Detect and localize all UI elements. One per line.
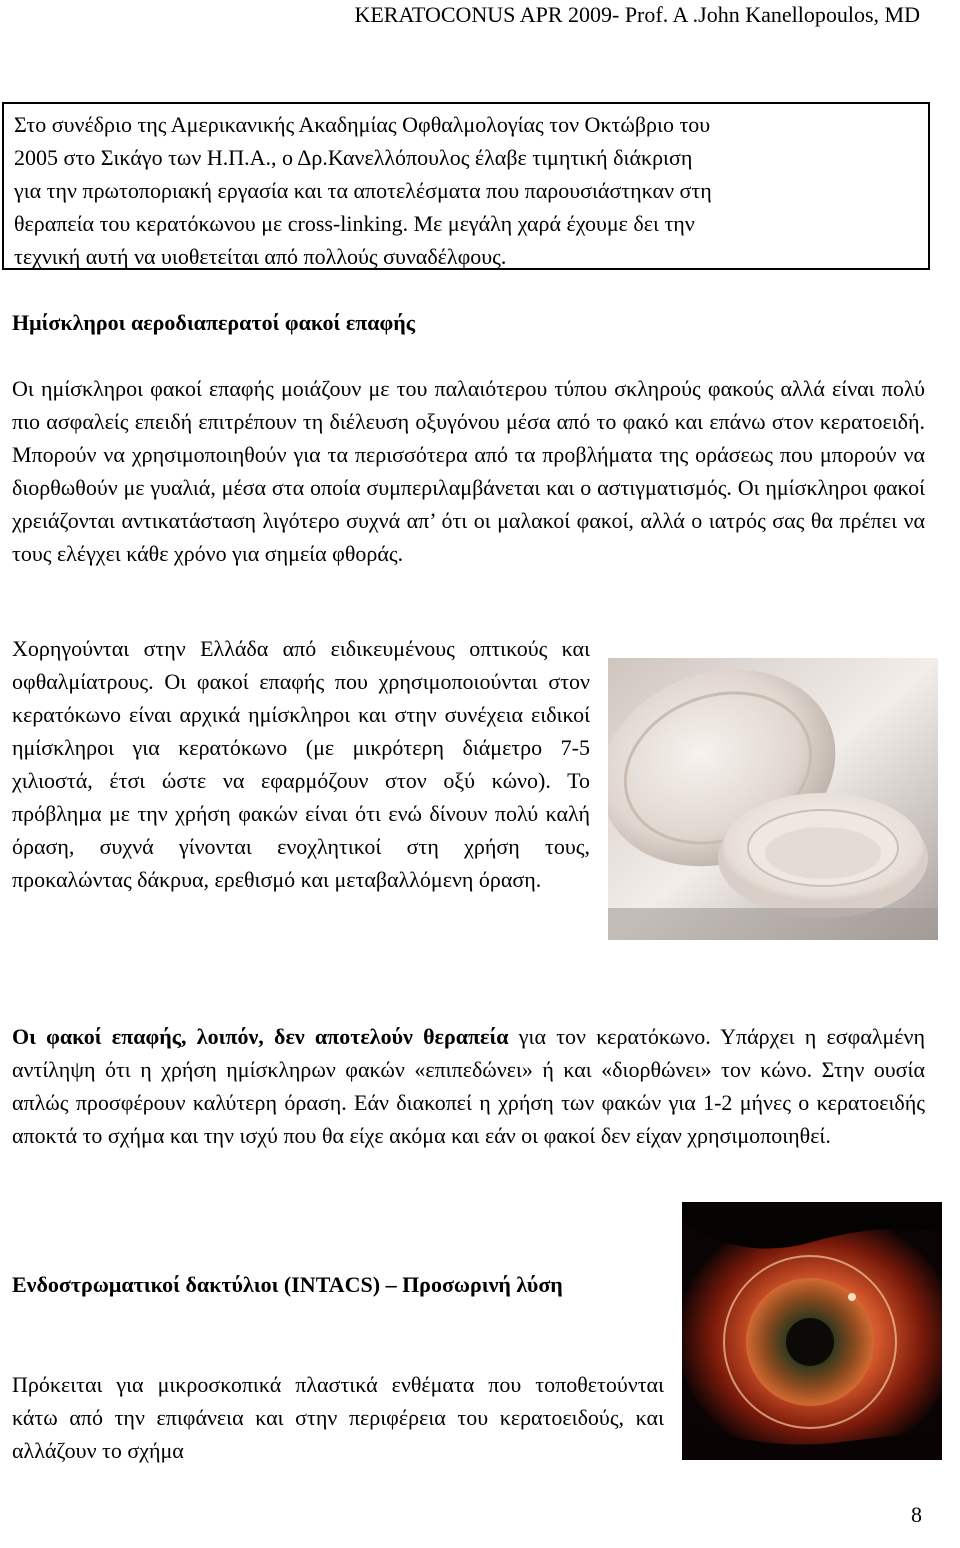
box-line: 2005 στο Σικάγο των Η.Π.Α., ο Δρ.Κανελλόπουλος έλαβε τιμητική διάκριση [14,145,693,170]
running-header: KERATOCONUS APR 2009- Prof. A .John Kanellopoulos, MD [354,2,920,27]
box-line: θεραπεία του κερατόκωνου με cross-linking. Με μεγάλη χαρά έχουμε δει την [14,211,695,236]
paragraph-not-a-therapy-rest: για τον κερατόκωνο. Υπάρχει η εσφαλμένη αντίληψη ότι η χρήση ημίσκληρων φακών «επιπεδώνει» ή και «διορθώνει» τον κώνο. Στην ουσία απλώς προσφέρουν καλύτερη όραση. Εάν διακοπεί η χρήση των φακών για 1-2 μήνες ο κερατοειδής αποκτά το σχήμα και την ισχύ που θα είχε ακόμα και εάν οι φακοί δεν είχαν χρησιμοποιηθεί. [12,1024,925,1148]
contact-lens-case-illustration [608,658,938,940]
emphasis-not-a-therapy: Οι φακοί επαφής, λοιπόν, δεν αποτελούν θεραπεία [12,1024,509,1049]
page-number: 8 [911,1502,922,1527]
box-line: τεχνική αυτή να υιοθετείται από πολλούς συναδέλφους. [14,244,507,269]
eye-with-lens-illustration [682,1202,942,1460]
section-heading-intacs: Ενδοστρωματικοί δακτύλιοι (INTACS) – Προσωρινή λύση [12,1272,563,1297]
paragraph-intacs-intro: Πρόκειται για μικροσκοπικά πλαστικά ενθέματα που τοποθετούνται κάτω από την επιφάνεια και στην περιφέρεια του κερατοειδούς, και αλλάζουν το σχήμα [12,1372,664,1463]
contact-lens-case-photo [608,658,938,940]
paragraph-rgp-intro: Οι ημίσκληροι φακοί επαφής μοιάζουν με του παλαιότερου τύπου σκληρούς φακούς αλλά είναι πολύ πιο ασφαλείς επειδή επιτρέπουν τη διέλευση οξυγόνου μέσα από το φακό και επάνω στον κερατοειδή. Μπορούν να χρησιμοποιηθούν για τα περισσότερα από τα προβλήματα της οράσεως που μπορούν να διορθωθούν με γυαλιά, μέσα στα οποία συμπεριλαμβάνεται και ο αστιγματισμός. Οι ημίσκληροι φακοί χρειάζονται αντικατάσταση λιγότερο συχνά απ’ ότι οι μαλακοί φακοί, αλλά ο ιατρός σας θα πρέπει να τους ελέγχει κάθε χρόνο για σημεία φθοράς. [12,376,925,566]
paragraph-not-a-therapy [12,1020,925,1152]
section-heading-rgp-lenses: Ημίσκληροι αεροδιαπερατοί φακοί επαφής [12,310,416,335]
box-line: για την πρωτοποριακή εργασία και τα αποτελέσματα που παρουσιάστηκαν στη [14,178,712,203]
box-line: Στο συνέδριο της Αμερικανικής Ακαδημίας Οφθαλμολογίας τον Οκτώβριο του [14,112,711,137]
paragraph-rgp-supply: Χορηγούνται στην Ελλάδα από ειδικευμένους οπτικούς και οφθαλμίατρους. Οι φακοί επαφής που χρησιμοποιούνται στον κερατόκωνο είναι αρχικά ημίσκληροι και στην συνέχεια ειδικοί ημίσκληροι για κερατόκωνο (με μικρότερη διάμετρο 7-5 χιλιοστά, έτσι ώστε να εφαρμόζουν στον οξύ κώνο). Το πρόβλημα με την χρήση φακών είναι ότι ενώ δίνουν πολύ καλή όραση, συχνά γίνονται ενοχλητικοί στη χρήση τους, προκαλώντας δάκρυα, ερεθισμό και μεταβαλλόμενη όραση. [12,636,590,892]
highlight-box [2,102,930,270]
eye-photo [682,1202,942,1460]
